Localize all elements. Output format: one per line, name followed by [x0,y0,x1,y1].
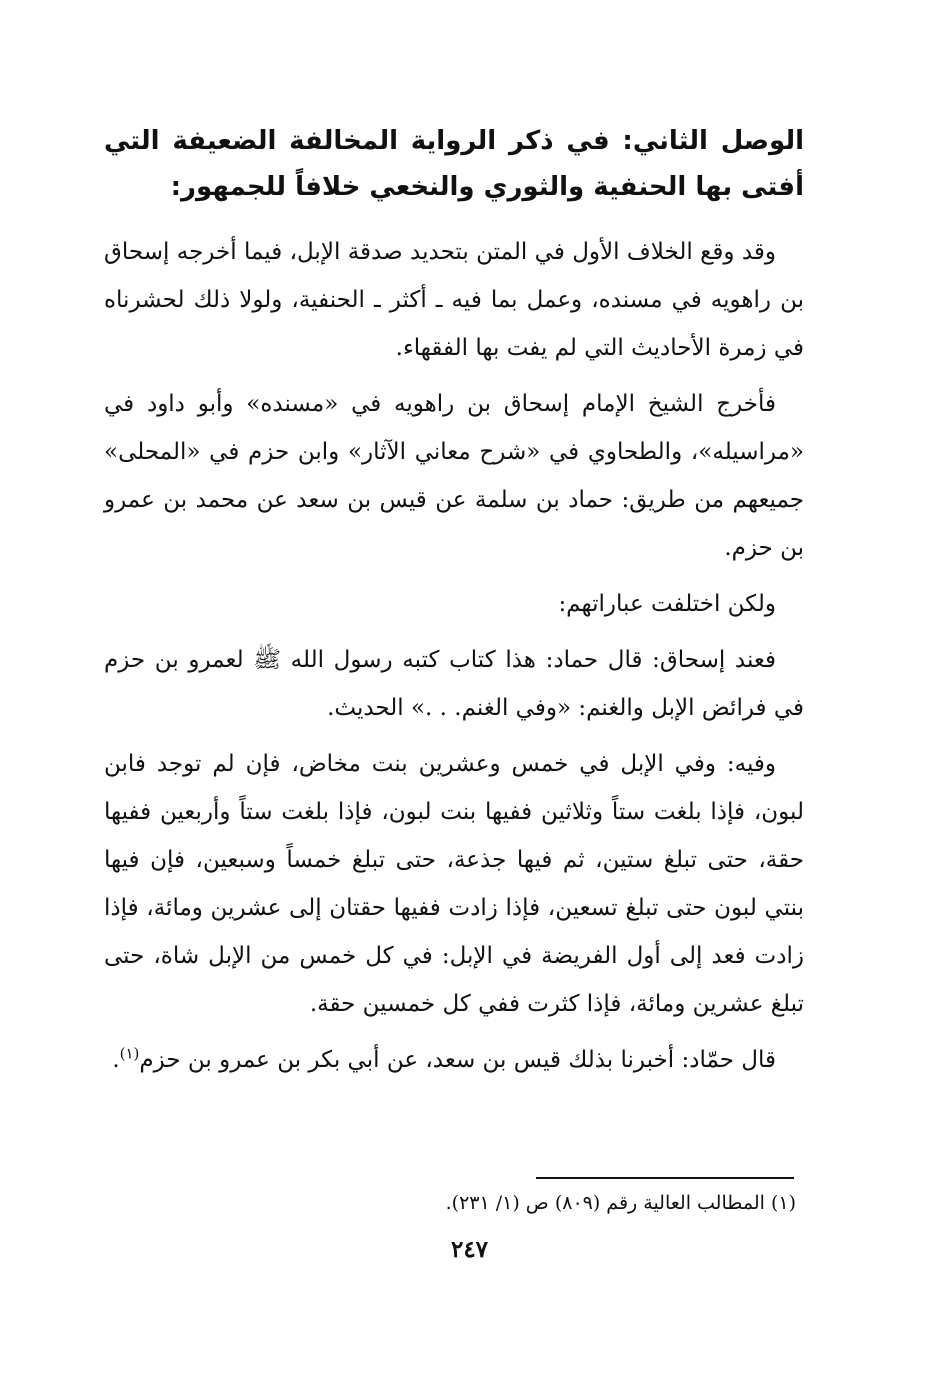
paragraph-4: فعند إسحاق: قال حماد: هذا كتاب كتبه رسول الله ﷺ لعمرو بن حزم في فرائض الإبل والغنم: «وفي الغنم. . .» الحديث. [104,647,804,721]
page-number: ٢٤٧ [450,1236,489,1263]
paragraph-6 [104,1036,804,1084]
footnote-reference[interactable]: (١) [119,1044,140,1063]
section-heading: الوصل الثاني: في ذكر الرواية المخالفة الضعيفة التي أفتى بها الحنفية والثوري والنخعي خلافاً للجمهور: [104,126,804,202]
paragraph-6-end: . [112,1047,120,1073]
page-body [104,118,804,1092]
paragraph-1: وقد وقع الخلاف الأول في المتن بتحديد صدقة الإبل، فيما أخرجه إسحاق بن راهويه في مسنده، وعمل بما فيه ـ أكثر ـ الحنفية، ولولا ذلك لحشرناه في زمرة الأحاديث التي لم يفت بها الفقهاء. [104,239,804,361]
paragraph-6-text: قال حمّاد: أخبرنا بذلك قيس بن سعد، عن أبي بكر بن عمرو بن حزم [139,1047,776,1073]
footnote-text: (١) المطالب العالية رقم (٨٠٩) ص (١/ ٢٣١). [445,1192,796,1214]
footnote-separator [536,1177,794,1179]
paragraph-3: ولكن اختلفت عباراتهم: [558,591,776,617]
paragraph-2: فأخرج الشيخ الإمام إسحاق بن راهويه في «مسنده» وأبو داود في «مراسيله»، والطحاوي في «شرح معاني الآثار» وابن حزم في «المحلى» جميعهم من طريق: حماد بن سلمة عن قيس بن سعد عن محمد بن عمرو بن حزم. [104,391,804,561]
paragraph-5: وفيه: وفي الإبل في خمس وعشرين بنت مخاض، فإن لم توجد فابن لبون، فإذا بلغت ستاً وثلاثين ففيها بنت لبون، فإذا بلغت ستاً وأربعين ففيها حقة، حتى تبلغ ستين، ثم فيها جذعة، حتى تبلغ خمساً وسبعين، فإن فيها بنتي لبون حتى تبلغ تسعين، فإذا زادت ففيها حقتان إلى عشرين ومائة، فإذا زادت فعد إلى أول الفريضة في الإبل: في كل خمس من الإبل شاة، حتى تبلغ عشرين ومائة، فإذا كثرت ففي كل خمسين حقة. [104,751,804,1017]
